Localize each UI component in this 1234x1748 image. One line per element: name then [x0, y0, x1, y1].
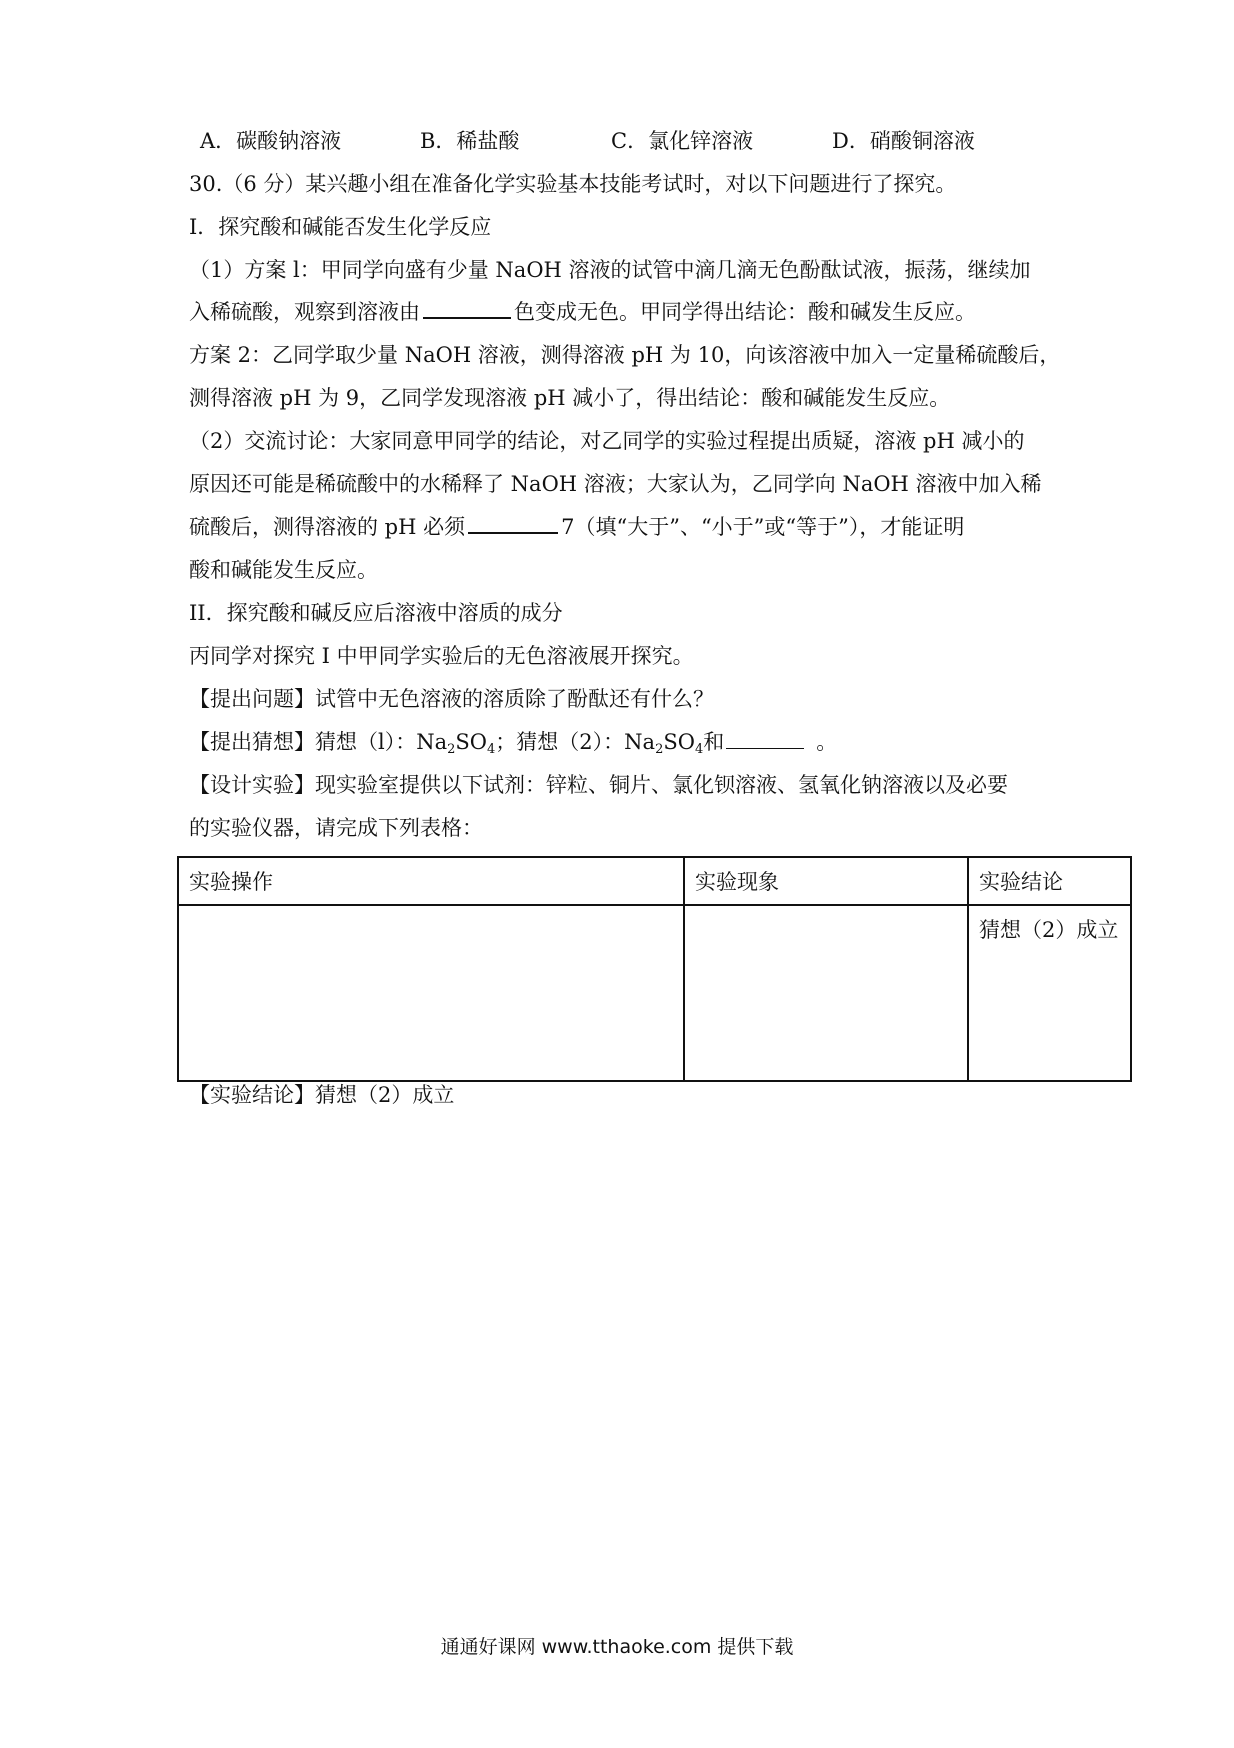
discussion-line-4: 酸和碱能发生反应。 — [189, 558, 378, 582]
scheme-2-line-2: 测得溶液 pH 为 9，乙同学发现溶液 pH 减小了，得出结论：酸和碱能发生反应。 — [189, 386, 951, 410]
cell-phenomenon[interactable] — [684, 905, 968, 1081]
question-30-header: 30.（6 分）某兴趣小组在准备化学实验基本技能考试时，对以下问题进行了探究。 — [189, 172, 957, 196]
discussion-line-2: 原因还可能是稀硫酸中的水稀释了 NaOH 溶液；大家认为，乙同学向 NaOH 溶液中加入稀 — [189, 472, 1042, 496]
choice-a: A．碳酸钠溶液 — [200, 129, 342, 153]
table-row — [178, 905, 1131, 1081]
guess-1-text: 猜想（l）：Na — [315, 730, 448, 754]
scheme-1-line-2 — [189, 297, 976, 327]
conclusion-text: 猜想（2）成立 — [315, 1083, 455, 1107]
discussion-line-3-pre: 硫酸后，测得溶液的 pH 必须 — [189, 515, 466, 539]
choice-b: B．稀盐酸 — [420, 129, 520, 153]
design-line-2: 的实验仪器，请完成下列表格： — [189, 816, 483, 840]
cell-operation[interactable] — [178, 905, 684, 1081]
guess-2-text-b: SO — [663, 730, 695, 754]
scheme-1-line-1: （1）方案 l：甲同学向盛有少量 NaOH 溶液的试管中滴几滴无色酚酞试液，振荡，继续加 — [189, 258, 1031, 282]
color-answer-blank[interactable] — [423, 297, 511, 319]
choice-c: C．氯化锌溶液 — [611, 129, 754, 153]
part-2-title: II．探究酸和碱反应后溶液中溶质的成分 — [189, 601, 563, 625]
guess-1-text-b: SO — [455, 730, 488, 754]
cell-conclusion: 猜想（2）成立 — [968, 905, 1131, 1081]
conclusion-line — [189, 1080, 454, 1110]
part-2-intro: 丙同学对探究 I 中甲同学实验后的无色溶液展开探究。 — [189, 644, 694, 668]
guess-end: 。 — [816, 730, 838, 754]
guess-and: 和 — [703, 730, 725, 754]
guess-2-sub-4: 4 — [694, 742, 704, 757]
conclusion-tag: 【实验结论】 — [189, 1083, 315, 1107]
guess-1-sub-4: 4 — [487, 742, 496, 757]
choice-d: D．硝酸铜溶液 — [832, 129, 975, 153]
header-phenomenon: 实验现象 — [684, 857, 968, 905]
experiment-table — [177, 856, 1132, 1082]
guess-1-sub-2: 2 — [447, 742, 456, 757]
part-1-title: I．探究酸和碱能否发生化学反应 — [189, 215, 492, 239]
scheme-2-line-1: 方案 2：乙同学取少量 NaOH 溶液，测得溶液 pH 为 10，向该溶液中加入一定量稀硫酸后， — [189, 343, 1061, 367]
table-header-row — [178, 857, 1131, 905]
question-text: 试管中无色溶液的溶质除了酚酞还有什么？ — [315, 687, 714, 711]
scheme-1-line-2-pre: 入稀硫酸，观察到溶液由 — [189, 300, 420, 324]
guess-2-sub-2: 2 — [655, 742, 664, 757]
footer-credit: 通通好课网 www.tthaoke.com 提供下载 — [440, 1636, 794, 1658]
design-text: 现实验室提供以下试剂：锌粒、铜片、氯化钡溶液、氢氧化钠溶液以及必要 — [315, 773, 1008, 797]
design-tag: 【设计实验】 — [189, 773, 315, 797]
guess-tag: 【提出猜想】 — [189, 730, 315, 754]
guess-answer-blank[interactable] — [726, 728, 804, 749]
design-line-1 — [189, 770, 1008, 800]
guess-line — [189, 727, 837, 757]
question-tag: 【提出问题】 — [189, 687, 315, 711]
discussion-line-1: （2）交流讨论：大家同意甲同学的结论，对乙同学的实验过程提出质疑，溶液 pH 减小的 — [189, 429, 1025, 453]
discussion-line-3-post: 7（填“大于”、“小于”或“等于”），才能证明 — [561, 515, 965, 539]
ph-answer-blank[interactable] — [468, 512, 558, 534]
guess-2-text: ；猜想（2）：Na — [495, 730, 656, 754]
header-conclusion: 实验结论 — [968, 857, 1131, 905]
header-operation: 实验操作 — [178, 857, 684, 905]
scheme-1-line-2-post: 色变成无色。甲同学得出结论：酸和碱发生反应。 — [514, 300, 976, 324]
question-line — [189, 684, 714, 714]
discussion-line-3 — [189, 512, 964, 542]
